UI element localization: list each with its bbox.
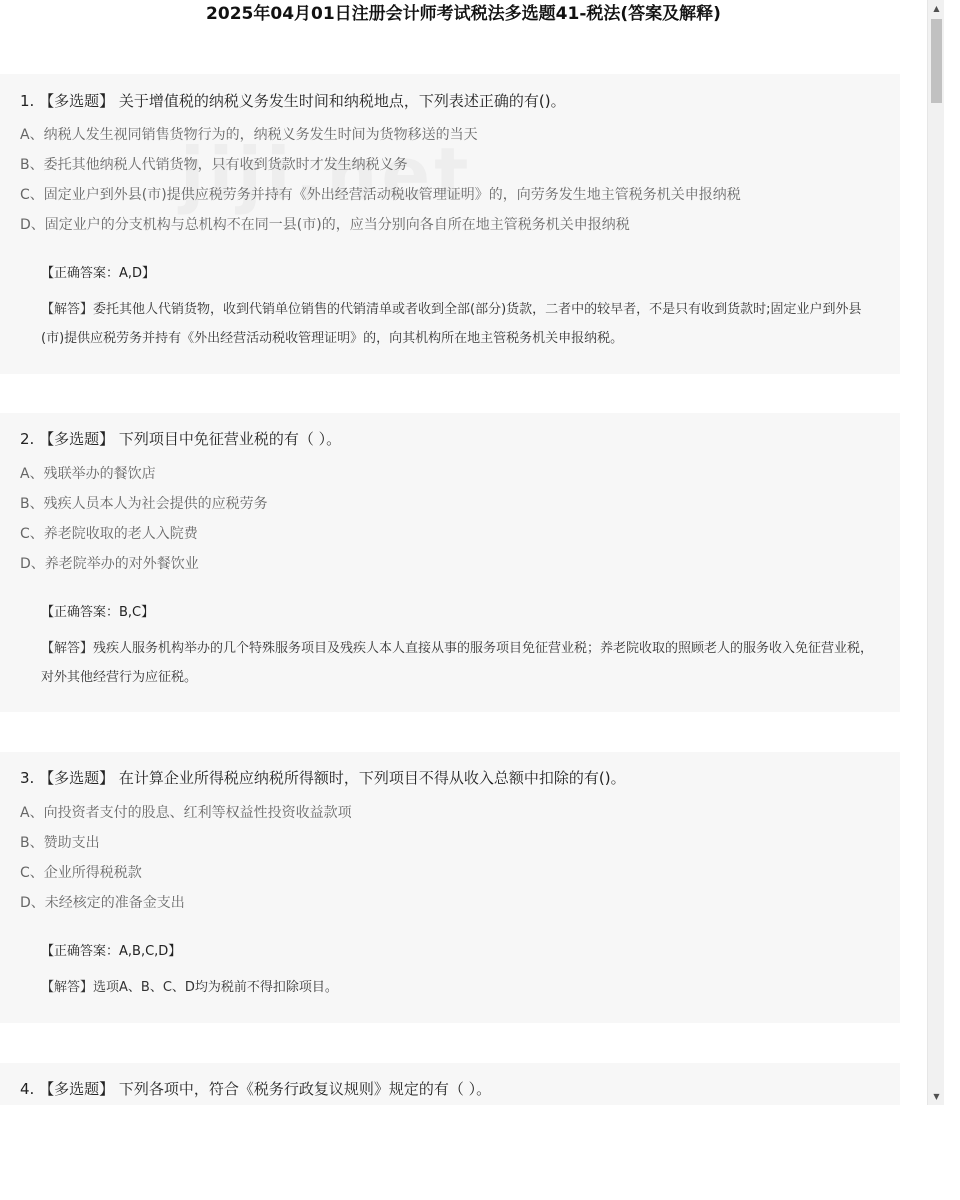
vertical-scrollbar[interactable] (927, 0, 944, 1105)
explanation (41, 295, 881, 353)
explanation-label: 【解答】 (41, 980, 94, 995)
scroll-up-arrow-icon[interactable]: ▲ (933, 4, 940, 13)
option-a: A、向投资者支付的股息、红利等权益性投资收益款项 (20, 805, 352, 821)
explanation-text: 委托其他人代销货物，收到代销单位销售的代销清单或者收到全部(部分)货款，二者中的较早者，不是只有收到货款时;固定业户到外县(市)提供应税劳务并持有《外出经营活动税收管理证明》的，向其机构所在地主管税务机关申报纳税。 (41, 302, 862, 346)
question-2-header (20, 428, 341, 450)
option-c: C、企业所得税税款 (20, 865, 142, 881)
question-stem: 下列各项中，符合《税务行政复议规则》规定的有（ ）。 (118, 1080, 492, 1098)
explanation (41, 634, 881, 692)
option-d: D、未经核定的准备金支出 (20, 895, 185, 911)
option-c: C、养老院收取的老人入院费 (20, 526, 198, 542)
option-b: B、赞助支出 (20, 835, 100, 851)
option-d: D、固定业户的分支机构与总机构不在同一县(市)的，应当分别向各自所在地主管税务机关申报纳税 (20, 217, 630, 233)
scrollbar-thumb[interactable] (931, 19, 942, 103)
question-number: 3. (20, 769, 35, 787)
option-c: C、固定业户到外县(市)提供应税劳务并持有《外出经营活动税收管理证明》的，向劳务发生地主管税务机关申报纳税 (20, 187, 741, 203)
question-type-tag: 【多选题】 (39, 430, 115, 448)
question-3-header (20, 767, 626, 789)
question-type-tag: 【多选题】 (39, 92, 115, 110)
explanation (41, 973, 881, 1002)
option-a: A、残联举办的餐饮店 (20, 466, 156, 482)
question-type-tag: 【多选题】 (39, 1080, 115, 1098)
page-title: 2025年04月01日注册会计师考试税法多选题41-税法(答案及解释) (206, 4, 721, 24)
explanation-label: 【解答】 (41, 641, 94, 656)
question-stem: 在计算企业所得税应纳税所得额时，下列项目不得从收入总额中扣除的有()。 (118, 769, 626, 787)
correct-answer: 【正确答案：B,C】 (41, 605, 155, 620)
question-1-header (20, 90, 566, 112)
option-a: A、纳税人发生视同销售货物行为的，纳税义务发生时间为货物移送的当天 (20, 127, 478, 143)
question-number: 2. (20, 430, 35, 448)
correct-answer: 【正确答案：A,B,C,D】 (41, 944, 182, 959)
explanation-text: 选项A、B、C、D均为税前不得扣除项目。 (93, 980, 338, 995)
question-stem: 关于增值税的纳税义务发生时间和纳税地点，下列表述正确的有()。 (118, 92, 566, 110)
question-number: 4. (20, 1080, 35, 1098)
question-stem: 下列项目中免征营业税的有（ ）。 (118, 430, 342, 448)
scroll-down-arrow-icon[interactable]: ▼ (933, 1092, 940, 1101)
question-4-header (20, 1078, 491, 1100)
question-number: 1. (20, 92, 35, 110)
option-d: D、养老院举办的对外餐饮业 (20, 556, 199, 572)
option-b: B、委托其他纳税人代销货物，只有收到货款时才发生纳税义务 (20, 157, 408, 173)
explanation-text: 残疾人服务机构举办的几个特殊服务项目及残疾人本人直接从事的服务项目免征营业税；养老院收取的照顾老人的服务收入免征营业税，对外其他经营行为应征税。 (41, 641, 874, 685)
option-b: B、残疾人员本人为社会提供的应税劳务 (20, 496, 268, 512)
correct-answer: 【正确答案：A,D】 (41, 266, 156, 281)
explanation-label: 【解答】 (41, 302, 94, 317)
question-type-tag: 【多选题】 (39, 769, 115, 787)
